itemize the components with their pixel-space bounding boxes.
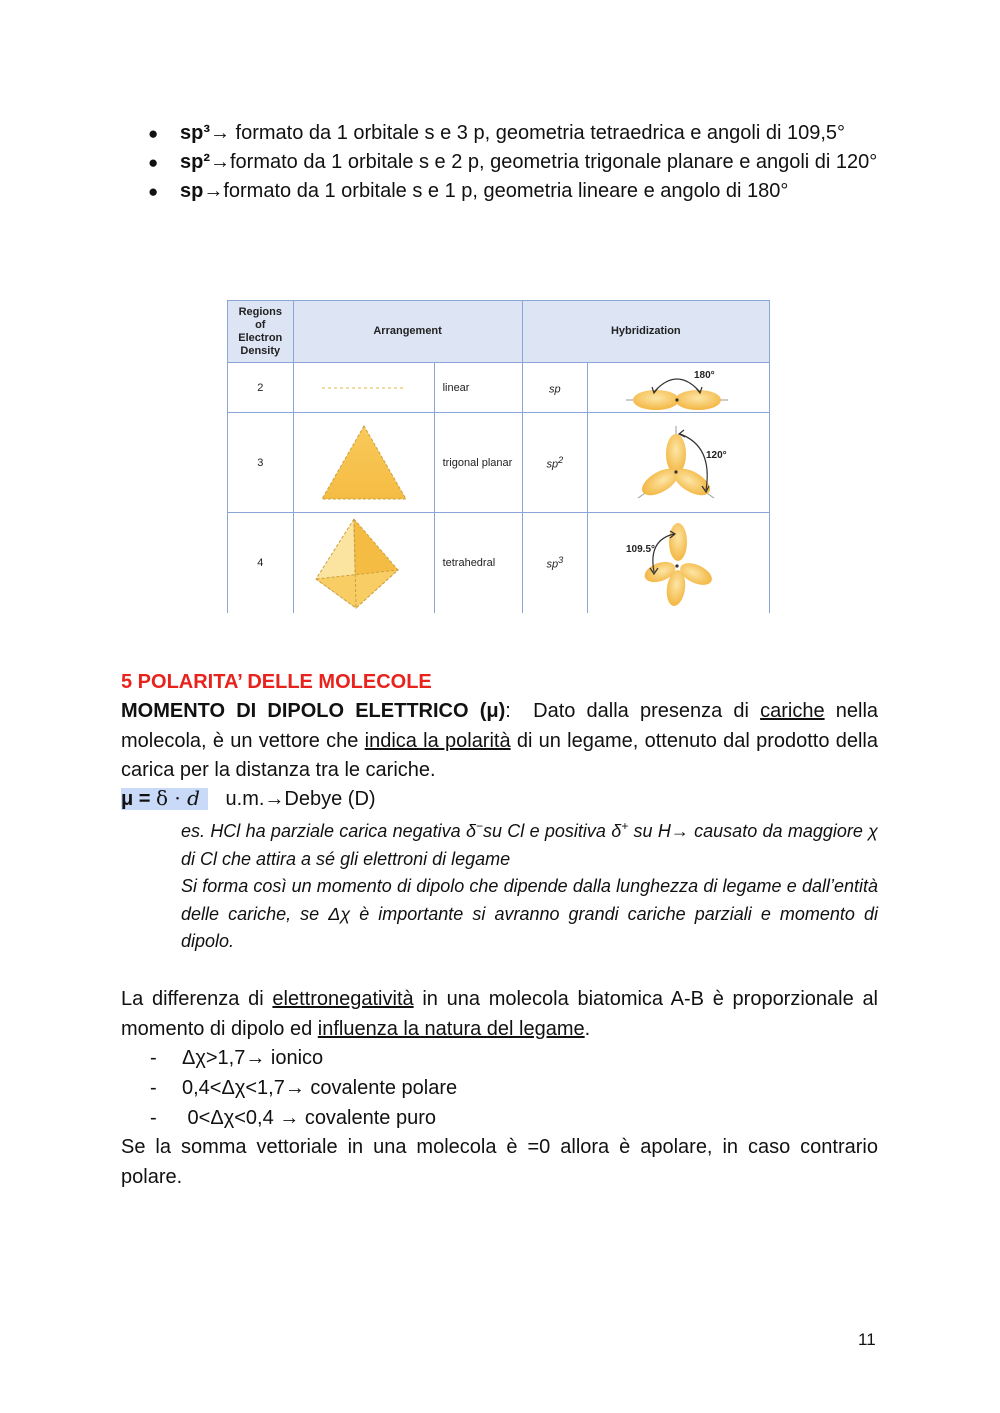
underlined-text: cariche bbox=[760, 700, 825, 722]
sp2-orbital-icon bbox=[588, 414, 769, 512]
section-title: 5 POLARITA’ DELLE MOLECOLE bbox=[121, 671, 432, 693]
list-item: - 0,4<Δχ<1,7→ covalente polare bbox=[150, 1077, 458, 1099]
hybridization-bullet-list bbox=[148, 119, 878, 206]
sp3-orbital-icon bbox=[588, 514, 769, 612]
bullet-text: →formato da 1 orbitale s e 2 p, geometria trigonale planare e angoli di 120° bbox=[210, 151, 878, 173]
bullet-dot-icon: ● bbox=[148, 182, 159, 201]
cell-regions: 2 bbox=[228, 363, 294, 413]
cell-orbital-diagram bbox=[587, 513, 769, 613]
bullet-term: sp² bbox=[180, 151, 210, 173]
table-header-row bbox=[228, 301, 770, 363]
dipole-formula bbox=[121, 784, 376, 813]
cell-arrangement-name: trigonal planar bbox=[434, 413, 522, 513]
cell-arrangement-name: linear bbox=[434, 363, 522, 413]
bullet-text: → formato da 1 orbitale s e 3 p, geometria tetraedrica e angoli di 109,5° bbox=[210, 122, 846, 144]
bullet-sp3 bbox=[148, 119, 878, 148]
cell-orbital-diagram bbox=[587, 363, 769, 413]
example-paragraph: es. HCl ha parziale carica negativa δ−su Cl e positiva δ+ su H→ causato da maggiore χ di Cl che attira a sé gli elettroni di legame Si forma così un momento di dipolo che dipende dalla lunghezza di legame e dall’entità delle cariche, se Δχ è importante si avranno grandi cariche parziali e momento di dipolo. bbox=[181, 819, 878, 951]
cell-orbital-diagram bbox=[587, 413, 769, 513]
cell-hybridization: sp bbox=[522, 363, 587, 413]
table-row bbox=[228, 513, 770, 613]
bullet-term: sp³ bbox=[180, 122, 210, 144]
cell-hybridization: $sp^3$ bbox=[522, 513, 587, 613]
angle-label: 120° bbox=[705, 449, 727, 461]
formula-highlight: μ = δ · d bbox=[121, 788, 208, 810]
dipole-term: MOMENTO DI DIPOLO ELETTRICO (μ) bbox=[121, 700, 506, 722]
cell-arrangement-shape bbox=[293, 363, 434, 413]
trigonal-planar-icon bbox=[294, 414, 434, 512]
bullet-sp2 bbox=[148, 148, 878, 177]
cell-regions: 3 bbox=[228, 413, 294, 513]
bullet-dot-icon: ● bbox=[148, 124, 159, 143]
electronegativity-paragraph: La differenza di elettronegatività in una molecola biatomica A-B è proporzionale al momento di dipolo ed influenza la natura del legame. bbox=[121, 988, 879, 1040]
header-arrangement: Arrangement bbox=[293, 301, 522, 363]
header-hybridization: Hybridization bbox=[522, 301, 769, 363]
cell-regions: 4 bbox=[228, 513, 294, 613]
table-row bbox=[228, 363, 770, 413]
page-number: 11 bbox=[858, 1330, 876, 1349]
linear-arrangement-icon bbox=[294, 364, 434, 412]
list-item: - Δχ>1,7→ ionico bbox=[150, 1047, 324, 1069]
cell-hybridization: $sp^2$ bbox=[522, 413, 587, 513]
bullet-term: sp bbox=[180, 180, 204, 202]
bullet-dot-icon: ● bbox=[148, 153, 159, 172]
tetrahedral-icon bbox=[294, 514, 434, 612]
angle-label: 109.5° bbox=[625, 543, 656, 555]
conclusion-paragraph: Se la somma vettoriale in una molecola è =0 allora è apolare, in caso contrario polare. bbox=[121, 1136, 878, 1188]
underlined-text: indica la polarità bbox=[364, 729, 511, 752]
underlined-text: elettronegatività bbox=[272, 988, 414, 1010]
list-item: - 0<Δχ<0,4 → covalente puro bbox=[150, 1107, 437, 1129]
bullet-sp bbox=[148, 177, 878, 206]
hybridization-table bbox=[227, 300, 770, 613]
bullet-text: →formato da 1 orbitale s e 1 p, geometria lineare e angolo di 180° bbox=[203, 180, 789, 202]
angle-label: 180° bbox=[693, 369, 715, 381]
cell-arrangement-name: tetrahedral bbox=[434, 513, 522, 613]
table-row bbox=[228, 413, 770, 513]
bond-type-list bbox=[150, 1043, 457, 1133]
dipole-paragraph: MOMENTO DI DIPOLO ELETTRICO (μ): Dato dalla presenza di cariche nella molecola, è un vettore che indica la polarità di un legame, ottenuto dal prodotto della carica per la distanza tra le cariche. bbox=[121, 700, 879, 781]
sp-orbital-icon bbox=[588, 364, 769, 412]
header-regions: Regions of Electron Density bbox=[228, 301, 294, 363]
formula-unit: u.m.→Debye (D) bbox=[225, 788, 376, 810]
cell-arrangement-shape bbox=[293, 413, 434, 513]
underlined-text: influenza la natura del legame bbox=[317, 1017, 585, 1040]
cell-arrangement-shape bbox=[293, 513, 434, 613]
